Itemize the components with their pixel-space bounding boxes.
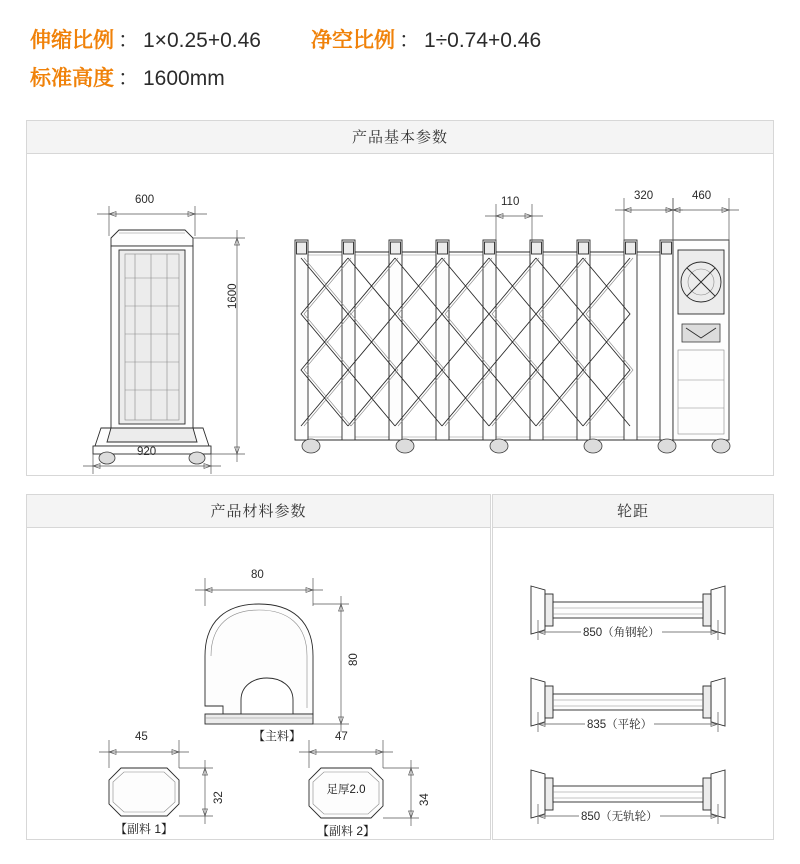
gate-post bbox=[93, 230, 211, 464]
retractable-gate-section bbox=[295, 240, 730, 453]
wheel-base-drawing bbox=[493, 528, 773, 838]
spec-label-expansion-ratio: 伸缩比例 bbox=[30, 29, 114, 52]
panel-wheel-body bbox=[493, 528, 773, 839]
panel-material-body bbox=[27, 528, 490, 839]
dim-height bbox=[193, 230, 245, 462]
label-sub2-thickness: 足厚2.0 bbox=[326, 784, 366, 796]
dim-label-sub1-height: 32 bbox=[213, 791, 225, 804]
dim-label-main-height: 80 bbox=[348, 653, 360, 666]
spec-colon-1: ： bbox=[118, 29, 139, 52]
main-profile-section bbox=[195, 578, 349, 732]
spec-value-clearance-ratio: 1÷0.74+0.46 bbox=[423, 29, 542, 52]
dim-label-leaf-pitch: 110 bbox=[501, 196, 520, 208]
caption-sub-material-1: 【副料 1】 bbox=[114, 822, 173, 836]
sub-profile-1-section bbox=[99, 740, 213, 824]
wheel-label-2: 835（平轮） bbox=[585, 716, 654, 732]
panel-material-title: 产品材料参数 bbox=[27, 495, 490, 528]
caption-sub-material-2: 【副料 2】 bbox=[316, 824, 375, 838]
dim-label-sub1-width: 45 bbox=[135, 731, 148, 743]
panel-basic-title: 产品基本参数 bbox=[27, 121, 773, 154]
panel-wheel-title: 轮距 bbox=[493, 495, 773, 528]
gate-wheels bbox=[302, 439, 730, 453]
dim-label-post-width: 600 bbox=[135, 194, 155, 206]
panel-basic-parameters bbox=[26, 120, 774, 476]
dim-label-base-width: 920 bbox=[137, 446, 157, 458]
panel-wheel-base bbox=[492, 494, 774, 840]
dim-label-sub2-height: 34 bbox=[419, 793, 431, 806]
spec-colon-3: ： bbox=[118, 67, 139, 90]
dim-label-height: 1600 bbox=[227, 283, 239, 309]
dim-tail bbox=[665, 198, 739, 242]
dim-leaf-pitch bbox=[485, 204, 543, 242]
wheel-label-1: 850（角钢轮） bbox=[581, 624, 662, 640]
spec-value-expansion-ratio: 1×0.25+0.46 bbox=[143, 29, 261, 52]
panel-material-parameters bbox=[26, 494, 491, 840]
spec-row-2 bbox=[30, 62, 770, 92]
panel-basic-body bbox=[27, 154, 773, 475]
spec-row-1 bbox=[30, 24, 770, 54]
caption-main-material: 【主料】 bbox=[252, 729, 301, 743]
dim-label-sub2-width: 47 bbox=[335, 731, 348, 743]
spec-label-clearance-ratio: 净空比例 bbox=[310, 29, 395, 52]
dim-label-tail: 460 bbox=[692, 190, 712, 202]
dim-label-main-width: 80 bbox=[251, 569, 264, 581]
spec-label-standard-height: 标准高度 bbox=[30, 67, 114, 90]
dim-label-segment: 320 bbox=[634, 190, 654, 202]
spec-colon-2: ： bbox=[398, 29, 420, 52]
spec-header bbox=[30, 24, 770, 100]
spec-value-standard-height: 1600mm bbox=[143, 67, 225, 90]
drive-unit-cabinet bbox=[673, 240, 729, 440]
wheel-label-3: 850（无轨轮） bbox=[579, 808, 660, 824]
